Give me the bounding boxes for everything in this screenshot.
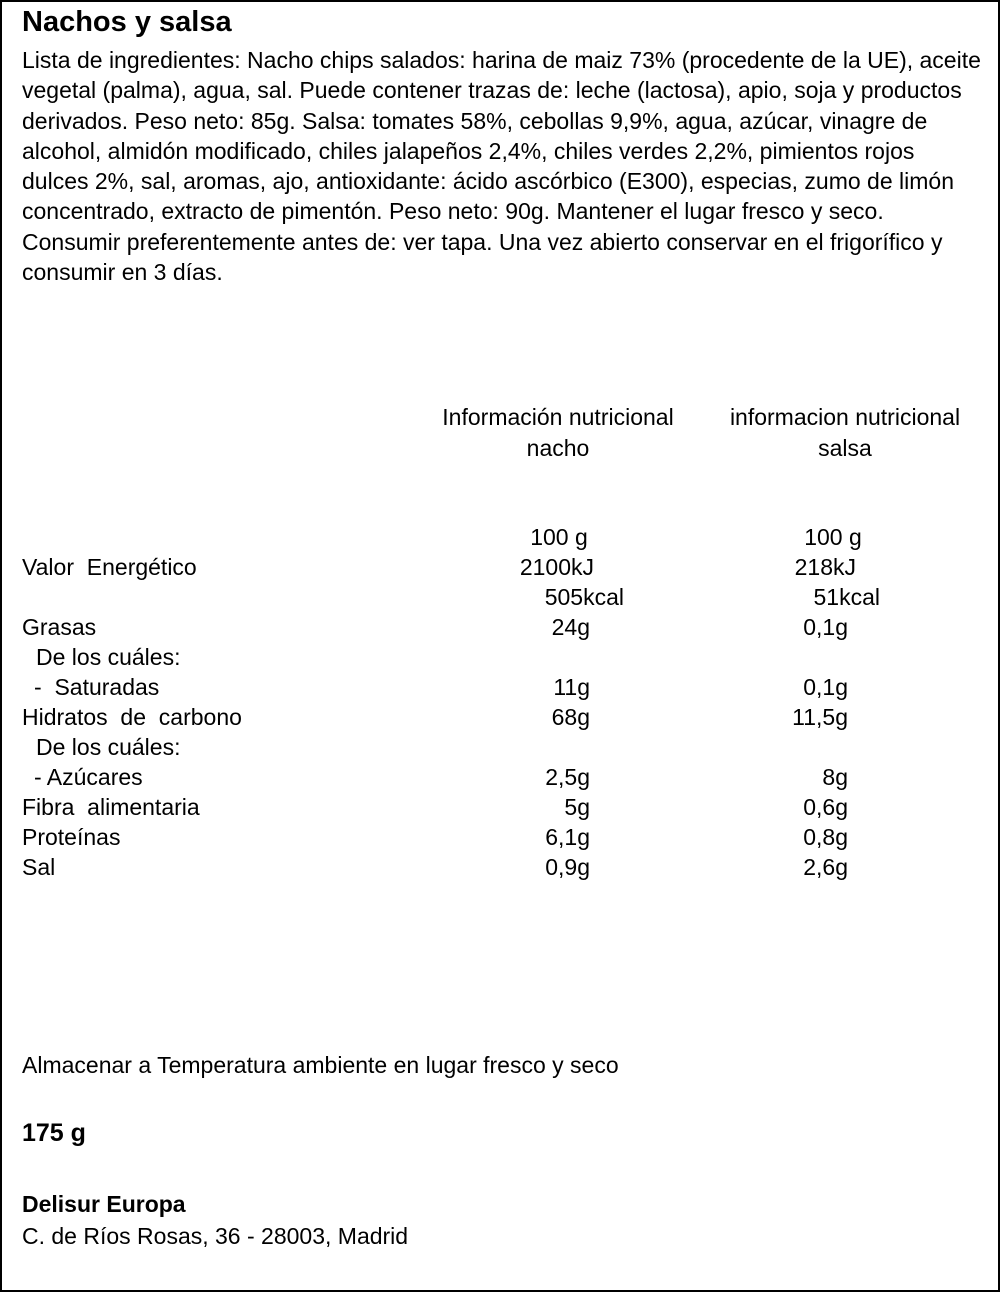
salsa-value: 0,1g — [803, 614, 848, 640]
nutrition-row-sugars — [22, 762, 982, 792]
nutrient-name: - Azúcares — [34, 764, 143, 790]
nacho-value: 24g — [551, 614, 590, 640]
nutrition-row-of-which — [22, 642, 982, 672]
nacho-value: 2100kJ — [519, 554, 594, 580]
nutrition-row-energy-kcal — [22, 582, 982, 612]
salsa-value: 218kJ — [794, 554, 856, 580]
nutrient-name: Grasas — [22, 614, 97, 640]
nutrient-name: De los cuáles: — [36, 644, 181, 670]
product-title: Nachos y salsa — [22, 6, 232, 38]
nutrient-name: Proteínas — [22, 824, 121, 850]
nacho-value: 11g — [553, 674, 590, 700]
nutrition-row-saturated — [22, 672, 982, 702]
nacho-value: 2,5g — [545, 764, 590, 790]
nutrient-name: - Saturadas — [34, 674, 160, 700]
nacho-value: 5g — [564, 794, 590, 820]
nutrient-name: De los cuáles: — [36, 734, 181, 760]
nacho-value: 6,1g — [545, 824, 590, 850]
nutrition-header-salsa-line1: informacion nutricional — [729, 404, 961, 430]
nutrition-row-salt — [22, 852, 982, 882]
nutrition-row-of-which — [22, 732, 982, 762]
nutrition-row-fibre — [22, 792, 982, 822]
nutrition-header-nacho-line1: Información nutricional — [442, 404, 674, 430]
nutrition-row-protein — [22, 822, 982, 852]
company-address: C. de Ríos Rosas, 36 - 28003, Madrid — [22, 1223, 409, 1249]
salsa-value: 100 g — [804, 524, 862, 550]
nacho-value: 0,9g — [545, 854, 590, 880]
salsa-value: 0,8g — [803, 824, 848, 850]
nutrient-name: Valor Energético — [22, 554, 197, 580]
nutrition-row-fat — [22, 612, 982, 642]
salsa-value: 0,1g — [803, 674, 848, 700]
salsa-value: 0,6g — [803, 794, 848, 820]
nutrient-name: Fibra alimentaria — [22, 794, 200, 820]
ingredients-list: Lista de ingredientes: Nacho chips salados: harina de maiz 73% (procedente de la UE), aceite vegetal (palma), agua, sal. Puede contener trazas de: leche (lactosa), apio, soja y productos derivados. Peso neto: 85g. Salsa: tomates 58%, cebollas 9,9%, agua, azúcar, vinagre de alcohol, almidón modificado, chiles jalapeños 2,4%, chiles verdes 2,2%, pimientos rojos dulces 2%, sal, aromas, ajo, antioxidante: ácido ascórbico (E300), especias, zumo de limón concentrado, extracto de pimentón. Peso neto: 90g. Mantener el lugar fresco y seco. Consumir preferentemente antes de: ver tapa. Una vez abierto conservar en el frigorífico y consumir en 3 días. — [22, 47, 981, 286]
nacho-value: 68g — [551, 704, 590, 730]
nutrition-row-energy-kj — [22, 552, 982, 582]
nacho-value: 505kcal — [544, 584, 624, 610]
nutrition-header-salsa — [706, 402, 984, 464]
nutrition-row-serving — [22, 522, 982, 552]
nutrition-row-carbohydrates — [22, 702, 982, 732]
nutrient-name: Sal — [22, 854, 56, 880]
nacho-value: 100 g — [530, 524, 588, 550]
salsa-value: 51kcal — [813, 584, 880, 610]
nutrition-header-salsa-line2: salsa — [818, 435, 872, 461]
storage-instructions: Almacenar a Temperatura ambiente en lugar fresco y seco — [22, 1052, 619, 1078]
salsa-value: 8g — [822, 764, 848, 790]
salsa-value: 11,5g — [792, 704, 848, 730]
nutrient-name: Hidratos de carbono — [22, 704, 242, 730]
nutrition-header-nacho-line2: nacho — [526, 435, 590, 461]
company-name: Delisur Europa — [22, 1191, 186, 1217]
net-weight: 175 g — [22, 1119, 86, 1147]
nutrition-header-nacho — [422, 402, 694, 464]
salsa-value: 2,6g — [803, 854, 848, 880]
